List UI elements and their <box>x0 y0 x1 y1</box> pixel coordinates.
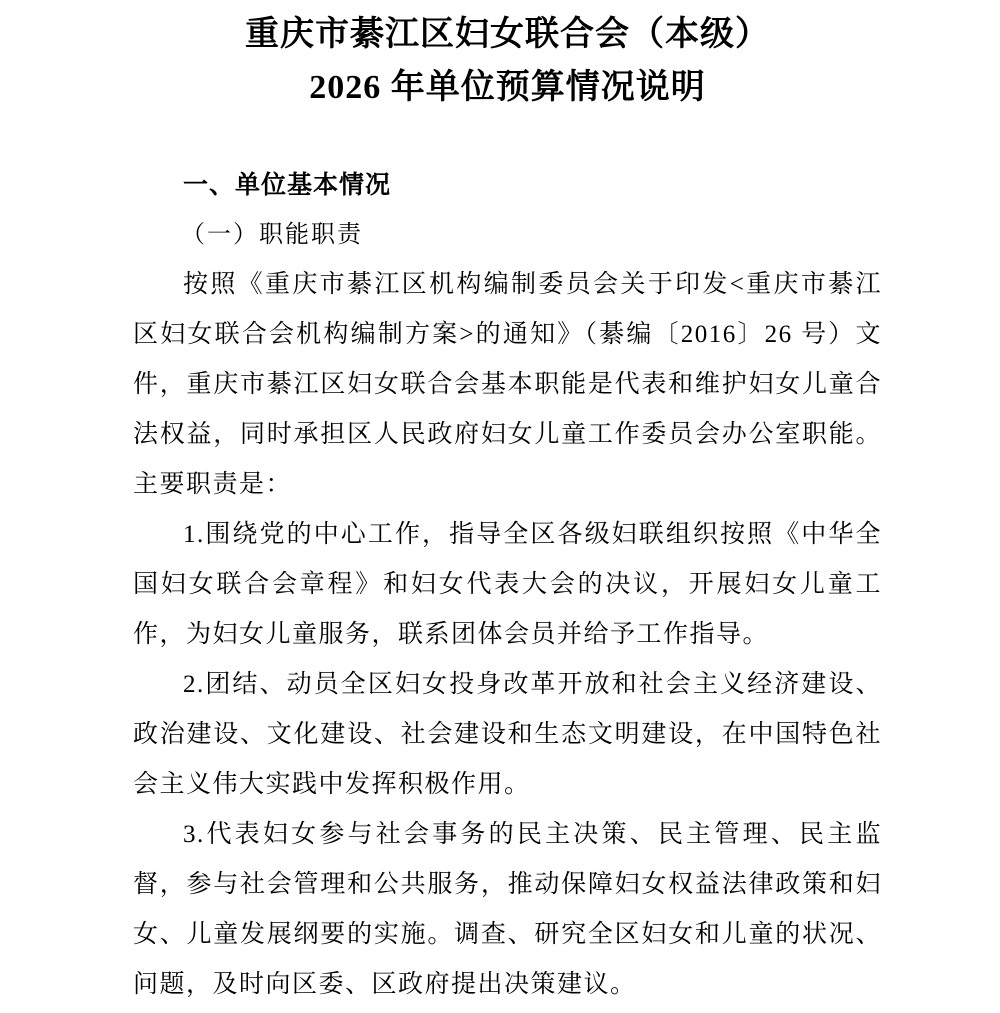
document-body <box>133 160 882 1010</box>
paragraph-duty-2: 2.团结、动员全区妇女投身改革开放和社会主义经济建设、政治建设、文化建设、社会建设和生态文明建设，在中国特色社会主义伟大实践中发挥积极作用。 <box>133 671 882 798</box>
paragraph-duty-3: 3.代表妇女参与社会事务的民主决策、民主管理、民主监督，参与社会管理和公共服务，推动保障妇女权益法律政策和妇女、儿童发展纲要的实施。调查、研究全区妇女和儿童的状况、问题，及时向区委、区政府提出决策建议。 <box>133 821 882 998</box>
paragraph-functions-overview: 按照《重庆市綦江区机构编制委员会关于印发<重庆市綦江区妇女联合会机构编制方案>的通知》（綦编〔2016〕26 号）文件，重庆市綦江区妇女联合会基本职能是代表和维护妇女儿童合法权益，同时承担区人民政府妇女儿童工作委员会办公室职能。主要职责是： <box>133 271 882 498</box>
section-heading-basic-info: 一、单位基本情况 <box>183 171 392 199</box>
document-title <box>133 8 882 114</box>
document-title-line1: 重庆市綦江区妇女联合会（本级） <box>245 16 770 53</box>
document-title-line2: 2026 年单位预算情况说明 <box>309 69 706 106</box>
subsection-heading-functions: （一）职能职责 <box>181 222 363 248</box>
paragraph-duty-1: 1.围绕党的中心工作，指导全区各级妇联组织按照《中华全国妇女联合会章程》和妇女代表大会的决议，开展妇女儿童工作，为妇女儿童服务，联系团体会员并给予工作指导。 <box>133 521 882 648</box>
